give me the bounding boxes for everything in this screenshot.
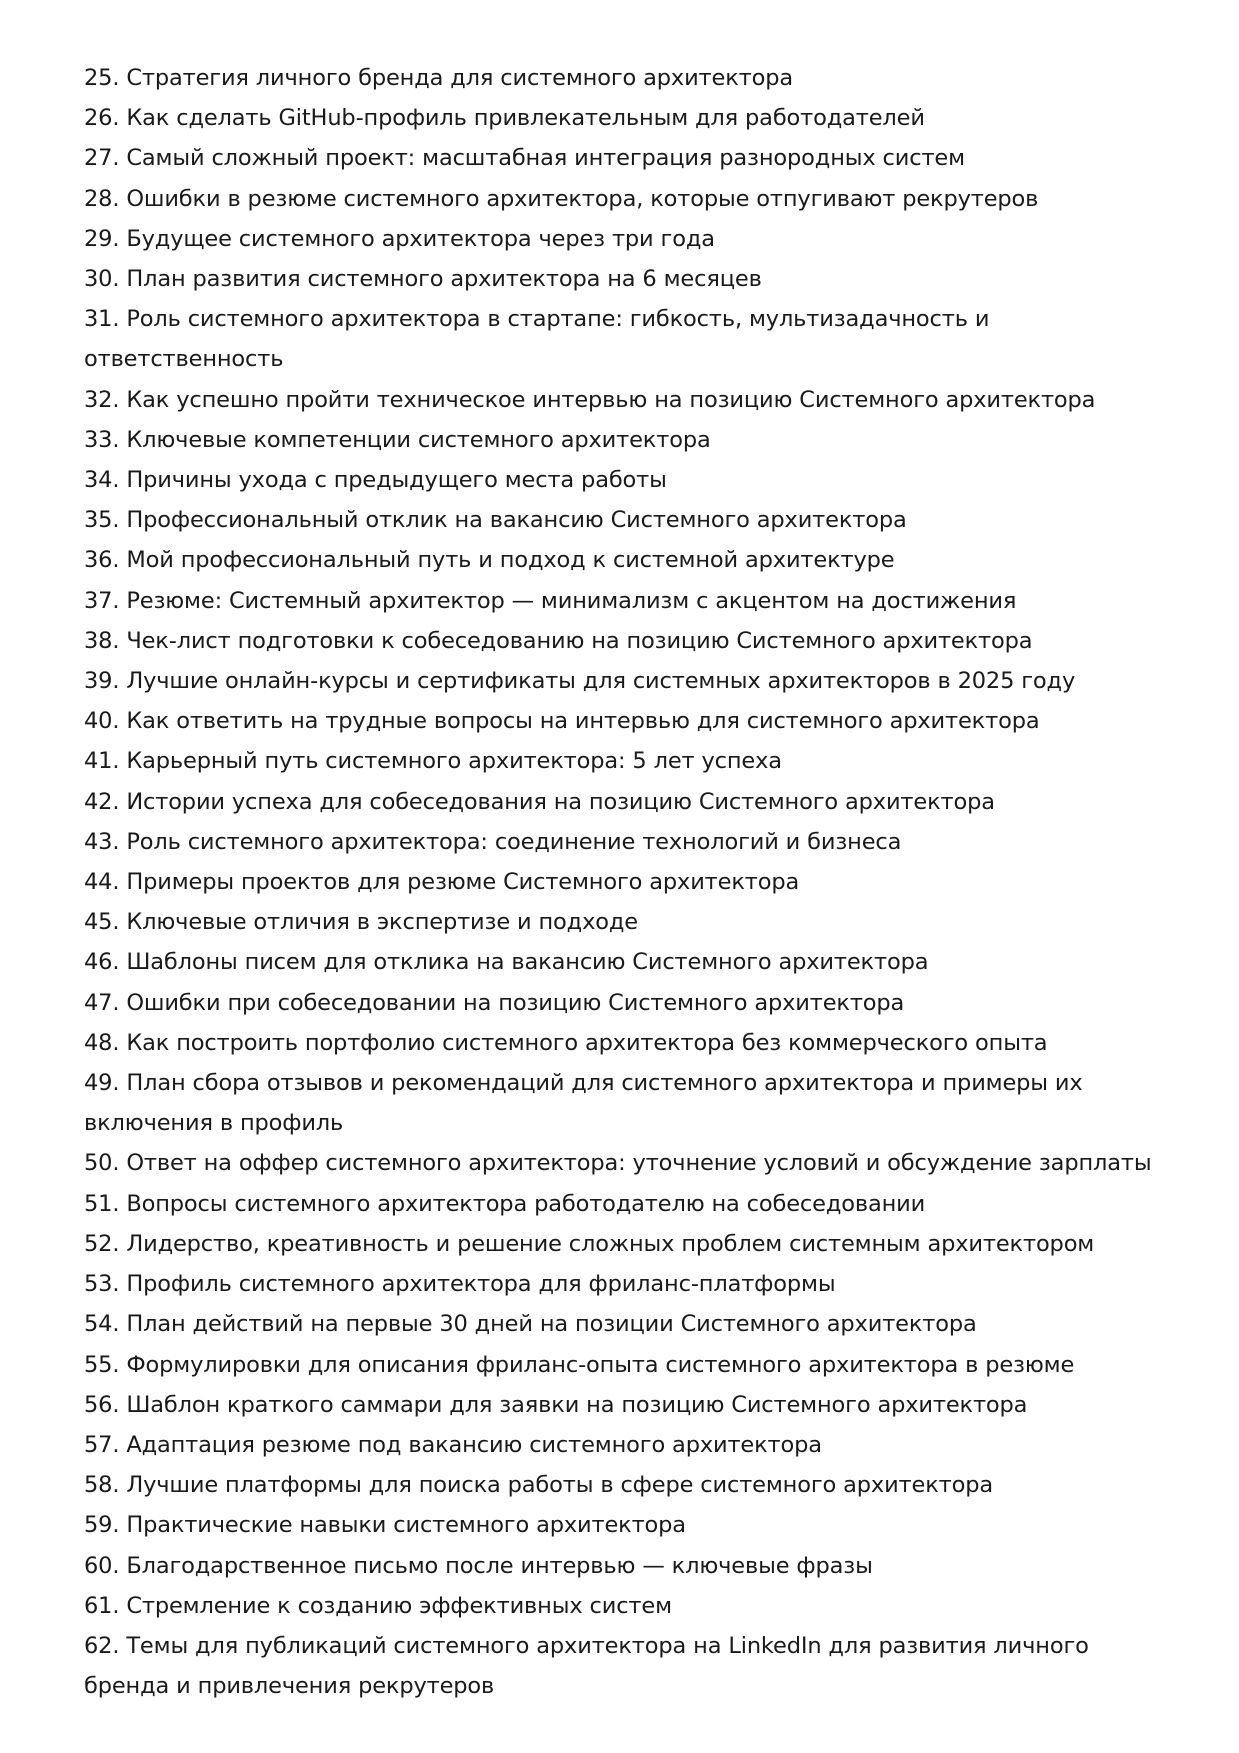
list-item: 59. Практические навыки системного архитектора xyxy=(84,1512,686,1539)
list-item: 25. Стратегия личного бренда для системного архитектора xyxy=(84,65,793,91)
list-item: 30. План развития системного архитектора на 6 месяцев xyxy=(84,266,762,293)
document-page xyxy=(84,58,1160,1706)
list-item: 58. Лучшие платформы для поиска работы в сфере системного архитектора xyxy=(84,1472,993,1499)
list-item: 39. Лучшие онлайн-курсы и сертификаты для системных архитекторов в 2025 году xyxy=(84,668,1076,695)
list-item: 31. Роль системного архитектора в стартапе: гибкость, мультизадачность и ответственность xyxy=(84,306,990,373)
list-item: 42. Истории успеха для собеседования на позицию Системного архитектора xyxy=(84,788,995,815)
list-item: 41. Карьерный путь системного архитектора: 5 лет успеха xyxy=(84,748,782,775)
list-item: 51. Вопросы системного архитектора работодателю на собеседовании xyxy=(84,1190,926,1217)
list-item: 62. Темы для публикаций системного архитектора на LinkedIn для развития личного бренда и привлечения рекрутеров xyxy=(84,1632,1089,1700)
list-item: 26. Как сделать GitHub-профиль привлекательным для работодателей xyxy=(84,105,925,132)
list-item: 29. Будущее системного архитектора через три года xyxy=(84,225,715,252)
list-item: 27. Самый сложный проект: масштабная интеграция разнородных систем xyxy=(84,145,965,172)
list-item: 60. Благодарственное письмо после интервью — ключевые фразы xyxy=(84,1552,873,1579)
list-item: 36. Мой профессиональный путь и подход к системной архитектуре xyxy=(84,547,895,574)
list-item: 38. Чек-лист подготовки к собеседованию на позицию Системного архитектора xyxy=(84,627,1033,654)
list-item: 46. Шаблоны писем для отклика на вакансию Системного архитектора xyxy=(84,949,929,976)
list-item: 49. План сбора отзывов и рекомендаций для системного архитектора и примеры их включения в профиль xyxy=(84,1070,1083,1137)
list-item: 53. Профиль системного архитектора для фриланс-платформы xyxy=(84,1271,836,1298)
list-item: 40. Как ответить на трудные вопросы на интервью для системного архитектора xyxy=(84,708,1040,735)
list-item: 47. Ошибки при собеседовании на позицию Системного архитектора xyxy=(84,989,905,1016)
list-item: 44. Примеры проектов для резюме Системного архитектора xyxy=(84,869,800,896)
list-item: 61. Стремление к созданию эффективных систем xyxy=(84,1592,672,1619)
list-item: 32. Как успешно пройти техническое интервью на позицию Системного архитектора xyxy=(84,386,1096,413)
list-item: 43. Роль системного архитектора: соединение технологий и бизнеса xyxy=(84,828,902,855)
topic-list xyxy=(84,58,1160,1706)
list-item: 34. Причины ухода с предыдущего места работы xyxy=(84,467,667,494)
list-item: 57. Адаптация резюме под вакансию системного архитектора xyxy=(84,1431,822,1458)
list-item: 54. План действий на первые 30 дней на позиции Системного архитектора xyxy=(84,1311,977,1338)
list-item: 50. Ответ на оффер системного архитектора: уточнение условий и обсуждение зарплаты xyxy=(84,1150,1152,1177)
list-item: 55. Формулировки для описания фриланс-опыта системного архитектора в резюме xyxy=(84,1351,1075,1378)
list-item: 33. Ключевые компетенции системного архитектора xyxy=(84,426,711,453)
list-item: 45. Ключевые отличия в экспертизе и подходе xyxy=(84,909,638,936)
list-item: 28. Ошибки в резюме системного архитектора, которые отпугивают рекрутеров xyxy=(84,185,1039,212)
list-item: 35. Профессиональный отклик на вакансию Системного архитектора xyxy=(84,507,907,534)
list-item: 48. Как построить портфолио системного архитектора без коммерческого опыта xyxy=(84,1029,1048,1056)
list-item: 56. Шаблон краткого саммари для заявки на позицию Системного архитектора xyxy=(84,1391,1028,1418)
list-item: 52. Лидерство, креативность и решение сложных проблем системным архитектором xyxy=(84,1230,1095,1257)
list-item: 37. Резюме: Системный архитектор — минимализм с акцентом на достижения xyxy=(84,587,1017,614)
